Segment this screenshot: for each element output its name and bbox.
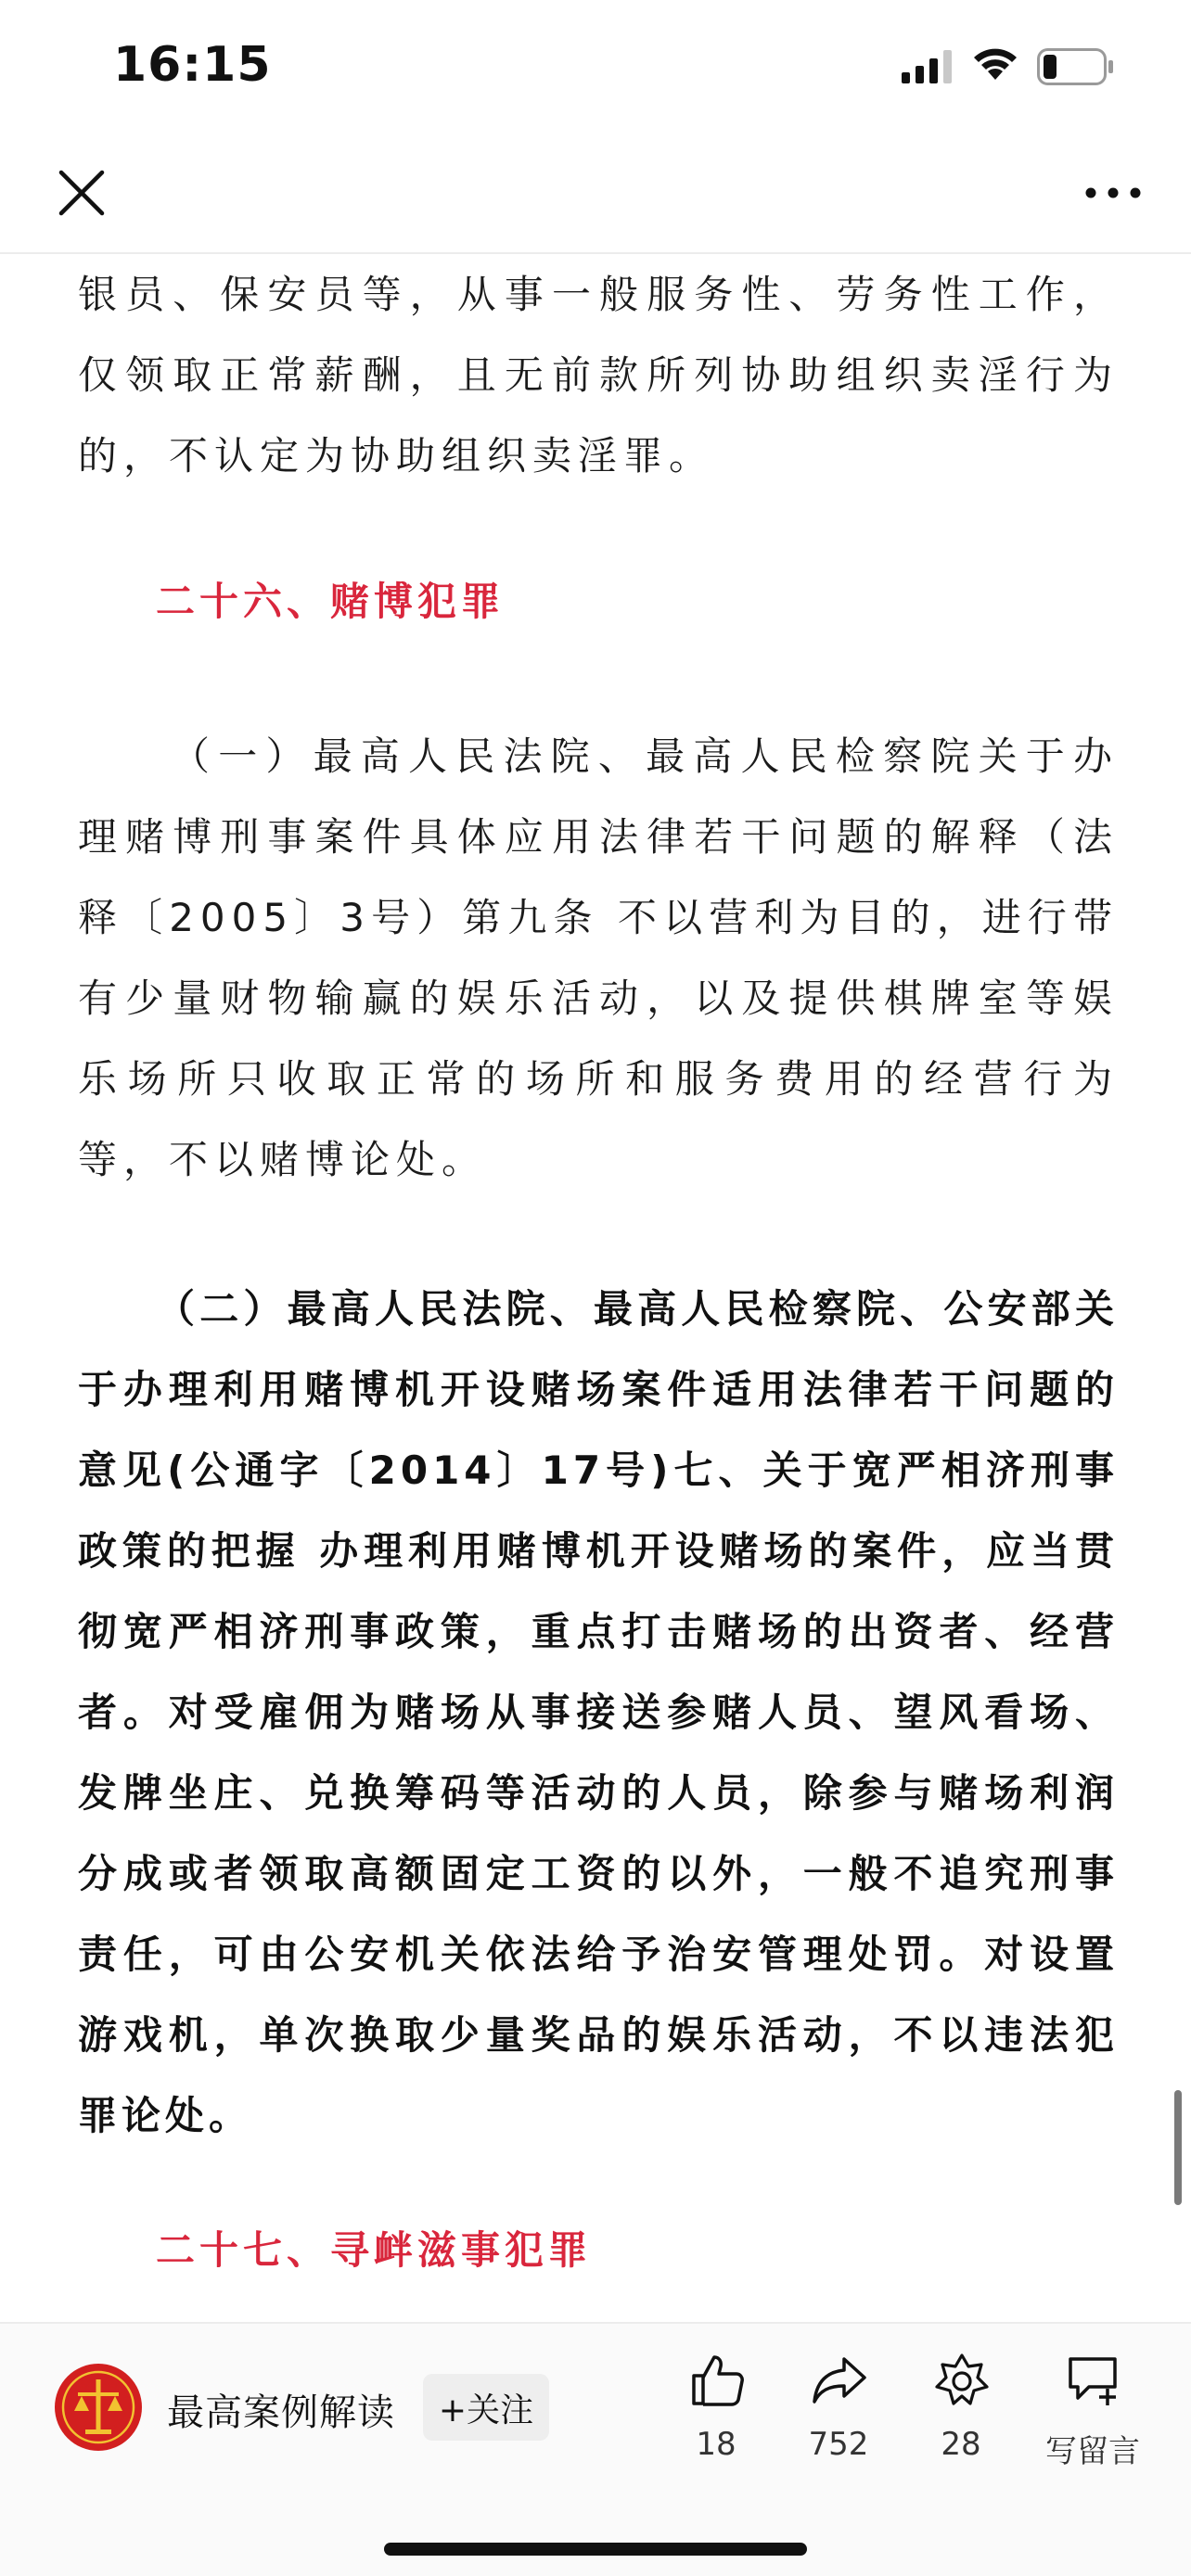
paragraph: 银员、保安员等，从事一般服务性、劳务性工作，仅领取正常薪酬，且无前款所列协助组织卖淫行为的，不认定为协助组织卖淫罪。 <box>78 272 1119 478</box>
section-heading: 二十七、寻衅滋事犯罪 <box>156 2227 593 2273</box>
thumb-up-icon <box>688 2352 746 2409</box>
wow-count: 28 <box>941 2426 981 2463</box>
share-count: 752 <box>808 2426 869 2463</box>
article-body <box>0 254 1191 2322</box>
status-bar <box>0 0 1191 139</box>
close-icon[interactable] <box>48 159 115 226</box>
account-avatar[interactable] <box>54 2363 143 2452</box>
comment-button[interactable] <box>1028 2352 1158 2491</box>
bottom-bar <box>0 2322 1191 2576</box>
share-button[interactable] <box>783 2352 894 2491</box>
like-count: 18 <box>696 2426 736 2463</box>
account-name[interactable]: 最高案例解读 <box>167 2391 395 2434</box>
paragraph: （一）最高人民法院、最高人民检察院关于办理赌博刑事案件具体应用法律若干问题的解释（法释〔2005〕3号）第九条 不以营利为目的，进行带有少量财物输赢的娱乐活动，以及提供棋牌室等娱乐场所只收取正常的场所和服务费用的经营行为等，不以赌博论处。 <box>78 733 1119 1182</box>
nav-bar <box>0 139 1191 254</box>
comment-label: 写留言 <box>1045 2433 1140 2470</box>
more-icon[interactable] <box>1076 159 1150 226</box>
follow-button[interactable]: +关注 <box>423 2374 549 2441</box>
home-indicator[interactable] <box>384 2543 807 2556</box>
scrollbar[interactable] <box>1174 2090 1182 2205</box>
share-icon <box>811 2352 868 2409</box>
like-button[interactable] <box>660 2352 772 2491</box>
section-heading: 二十六、赌博犯罪 <box>156 579 506 624</box>
battery-icon <box>1037 48 1115 85</box>
comment-icon <box>1065 2352 1122 2409</box>
wow-button[interactable] <box>905 2352 1017 2491</box>
wow-icon <box>933 2352 991 2409</box>
wifi-icon <box>969 45 1021 83</box>
cellular-signal-icon <box>902 50 954 83</box>
paragraph: （二）最高人民法院、最高人民检察院、公安部关于办理利用赌博机开设赌场案件适用法律若干问题的意见(公通字〔2014〕17号)七、关于宽严相济刑事政策的把握 办理利用赌博机开设赌场的案件，应当贯彻宽严相济刑事政策，重点打击赌场的出资者、经营者。对受雇佣为赌场从事接送参赌人员、望风看场、发牌坐庄、兑换筹码等活动的人员，除参与赌场利润分成或者领取高额固定工资的以外，一般不追究刑事责任，可由公安机关依法给予治安管理处罚。对设置游戏机，单次换取少量奖品的娱乐活动，不以违法犯罪论处。 <box>78 1286 1119 2138</box>
status-time: 16:15 <box>113 37 272 93</box>
